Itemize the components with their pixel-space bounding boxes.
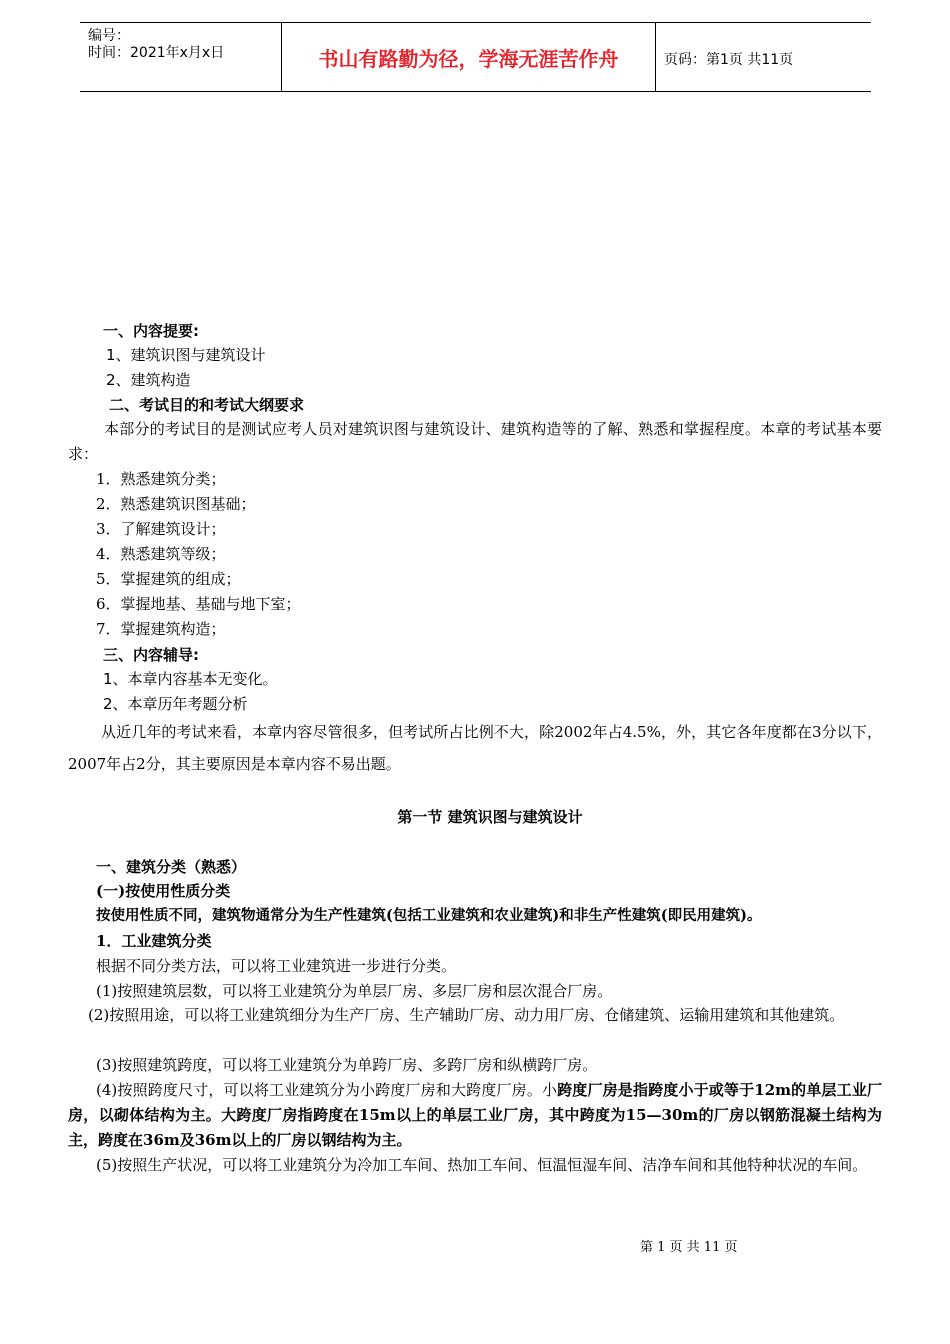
header-page-info: 页码：第1页 共11页 [664, 52, 794, 68]
paragraph-bold-part: 跨度厂房是指跨度小于或等于12m的单层工业厂房，以砌体结构为主。大跨度厂房指跨度在15m以上的单层工业厂房，其中跨度为15—30m的厂房以钢筋混凝土结构为主，跨度在36m及36m以上的厂房以钢结构为主。 [68, 1081, 882, 1149]
section-heading: 二、考试目的和考试大纲要求 [109, 396, 305, 414]
header-left [88, 28, 224, 62]
header-motto: 书山有路勤为径，学海无涯苦作舟 [318, 47, 619, 71]
paragraph: (5)按照生产状况，可以将工业建筑分为冷加工车间、热加工车间、恒温恒湿车间、洁净车间和其他特种状况的车间。 [96, 1156, 868, 1174]
paragraph: 根据不同分类方法，可以将工业建筑进一步进行分类。 [96, 957, 457, 975]
bold-paragraph: 按使用性质不同，建筑物通常分为生产性建筑(包括工业建筑和农业建筑)和非生产性建筑(即民用建筑)。 [96, 907, 762, 924]
section-heading: 一、内容提要: [103, 322, 199, 340]
list-item: 2．熟悉建筑识图基础； [96, 495, 256, 513]
page-header [80, 22, 871, 92]
number-label: 编号： [88, 28, 130, 44]
paragraph: (1)按照建筑层数，可以将工业建筑分为单层厂房、多层厂房和层次混合厂房。 [96, 982, 613, 1000]
sub-heading: (一)按使用性质分类 [96, 882, 231, 900]
page-footer: 第 1 页 共 11 页 [640, 1240, 738, 1255]
sub-heading: 1．工业建筑分类 [96, 932, 212, 950]
chapter-heading: 一、建筑分类（熟悉） [96, 858, 247, 876]
list-item: 2、本章历年考题分析 [103, 695, 248, 713]
section-heading: 三、内容辅导: [103, 646, 199, 664]
paragraph: 从近几年的考试来看，本章内容尽管很多，但考试所占比例不大，除2002年占4.5%，外，其它各年度都在3分以下，2007年占2分，其主要原因是本章内容不易出题。 [68, 723, 882, 773]
list-item: 3．了解建筑设计； [96, 520, 226, 538]
paragraph: (3)按照建筑跨度，可以将工业建筑分为单跨厂房、多跨厂房和纵横跨厂房。 [96, 1056, 598, 1074]
list-item: 4．熟悉建筑等级； [96, 545, 226, 563]
list-item: 1、本章内容基本无变化。 [103, 670, 278, 688]
section-title: 第一节 建筑识图与建筑设计 [397, 808, 583, 826]
time-label: 时间：2021年x月x日 [88, 45, 225, 61]
list-item: 5．掌握建筑的组成； [96, 570, 241, 588]
list-item: 1、建筑识图与建筑设计 [106, 346, 266, 364]
list-item: 6．掌握地基、基础与地下室； [96, 595, 301, 613]
paragraph: 本部分的考试目的是测试应考人员对建筑识图与建筑设计、建筑构造等的了解、熟悉和掌握程度。本章的考试基本要求： [68, 420, 882, 463]
header-divider [655, 23, 656, 91]
paragraph [68, 1078, 882, 1153]
list-item: 7．掌握建筑构造； [96, 620, 226, 638]
paragraph-normal-part: (4)按照跨度尺寸，可以将工业建筑分为小跨度厂房和大跨度厂房。小 [96, 1081, 558, 1099]
list-item: 2、建筑构造 [106, 371, 191, 389]
list-item: 1．熟悉建筑分类； [96, 470, 226, 488]
paragraph: (2)按照用途，可以将工业建筑细分为生产厂房、生产辅助厂房、动力用厂房、仓储建筑、运输用建筑和其他建筑。 [88, 1006, 845, 1024]
